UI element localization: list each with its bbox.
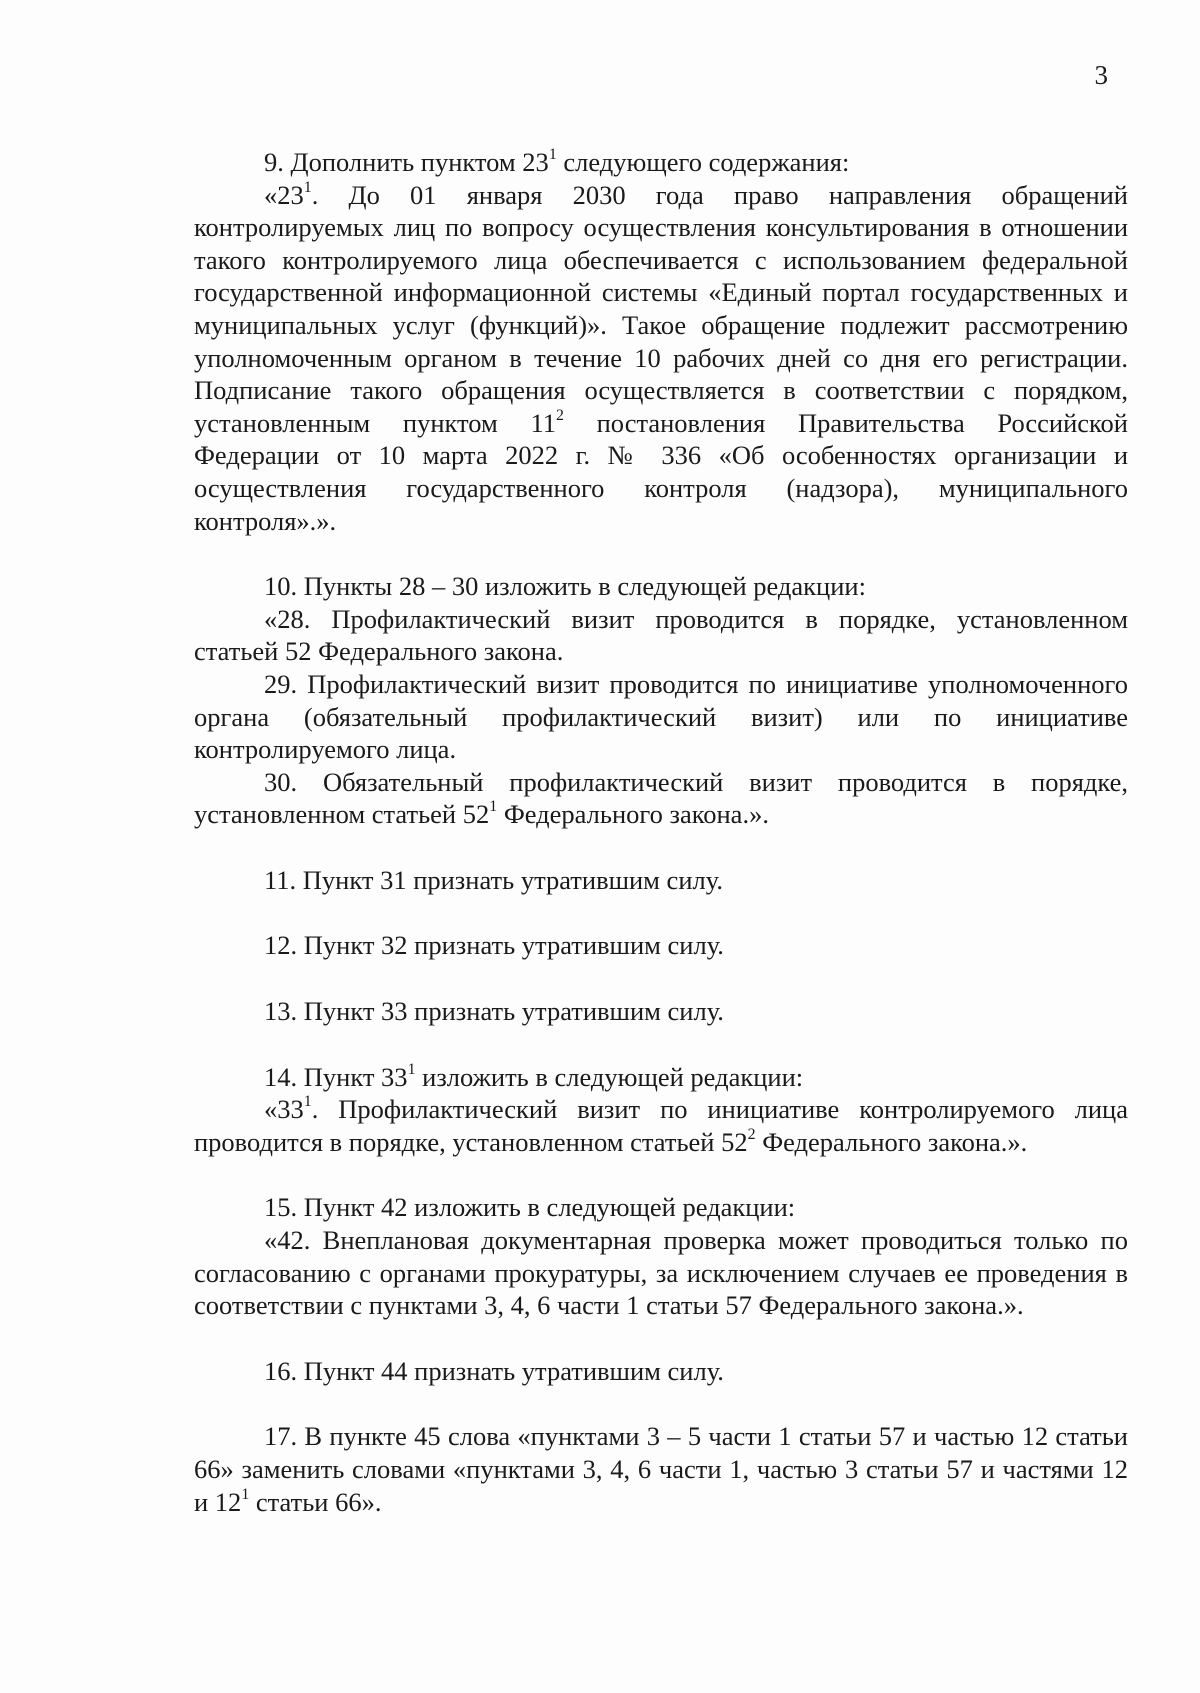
paragraph (194, 1093, 1128, 1158)
text-run: «33 (264, 1094, 304, 1125)
superscript: 2 (747, 1125, 756, 1143)
paragraph-gap (194, 537, 1128, 570)
text-run: 11. Пункт 31 признать утратившим силу. (264, 864, 723, 895)
paragraph-gap (194, 896, 1128, 929)
text-run: 14. Пункт 33 (264, 1061, 408, 1092)
paragraph (194, 179, 1128, 538)
text-run: постановления Правительства Российской Федерации от 10 марта 2022 г. № 336 «Об особенностях организации и осуществления государственного контроля (надзора), муниципального контроля».». (194, 407, 1128, 536)
text-run: 10. Пункты 28 – 30 изложить в следующей редакции: (264, 571, 866, 602)
paragraph (194, 1355, 1128, 1388)
paragraph (194, 864, 1128, 897)
superscript: 1 (303, 1093, 312, 1111)
text-run: Федерального закона.». (497, 799, 769, 830)
text-run: 13. Пункт 33 признать утратившим силу. (264, 996, 724, 1027)
superscript: 2 (555, 406, 564, 424)
paragraph (194, 603, 1128, 668)
paragraph-gap (194, 1028, 1128, 1061)
paragraph (194, 1191, 1128, 1224)
paragraph (194, 570, 1128, 603)
paragraph (194, 995, 1128, 1028)
text-run: 30. Обязательный профилактический визит проводится в порядке, установленном статьей 52 (194, 766, 1128, 830)
paragraph (194, 929, 1128, 962)
superscript: 1 (241, 1485, 250, 1503)
text-run: статьи 66». (249, 1486, 382, 1517)
paragraph-gap (194, 962, 1128, 995)
paragraph (194, 766, 1128, 831)
text-run: «28. Профилактический визит проводится в порядке, установленном статьей 52 Федерального закона. (194, 603, 1128, 667)
superscript: 1 (548, 146, 557, 164)
paragraph (194, 1224, 1128, 1322)
page-number: 3 (1094, 60, 1108, 90)
text-run: 12. Пункт 32 признать утратившим силу. (264, 930, 724, 961)
text-run: 17. В пункте 45 слова «пунктами 3 – 5 части 1 статьи 57 и частью 12 статьи 66» заменить словами «пунктами 3, 4, 6 части 1, частью 3 статьи 57 и частями 12 и 12 (194, 1421, 1128, 1517)
paragraph-gap (194, 1322, 1128, 1355)
superscript: 1 (303, 178, 312, 196)
paragraph-gap (194, 1387, 1128, 1420)
text-run: . До 01 января 2030 года право направления обращений контролируемых лиц по вопросу осуществления консультирования в отношении такого контролируемого лица обеспечивается с использованием федеральной государственной информационной системы «Единый портал государственных и муниципальных услуг (функций)». Такое обращение подлежит рассмотрению уполномоченным органом в течение 10 рабочих дней со дня его регистрации. Подписание такого обращения осуществляется в соответствии с порядком, установленным пунктом 11 (194, 179, 1128, 438)
text-run: 9. Дополнить пунктом 23 (264, 147, 549, 177)
text-run: . Профилактический визит по инициативе контролируемого лица проводится в порядке, установленном статьей 52 (194, 1094, 1128, 1157)
paragraph-gap (194, 831, 1128, 864)
superscript: 1 (489, 798, 498, 816)
superscript: 1 (407, 1060, 416, 1078)
text-run: «23 (264, 179, 304, 210)
text-run: 29. Профилактический визит проводится по инициативе уполномоченного органа (обязательный профилактический визит) или по инициативе контролируемого лица. (194, 668, 1128, 765)
paragraph (194, 146, 1128, 179)
text-run: «42. Внеплановая документарная проверка может проводиться только по согласованию с органами прокуратуры, за исключением случаев ее проведения в соответствии с пунктами 3, 4, 6 части 1 статьи 57 Федерального закона.». (194, 1225, 1128, 1321)
paragraph-gap (194, 1158, 1128, 1191)
paragraph (194, 1420, 1128, 1518)
document-body (194, 146, 1128, 1518)
text-run: изложить в следующей редакции: (415, 1061, 804, 1092)
paragraph (194, 668, 1128, 766)
text-run: 16. Пункт 44 признать утратившим силу. (264, 1355, 724, 1386)
text-run: Федерального закона.». (755, 1126, 1028, 1157)
text-run: следующего содержания: (556, 147, 850, 177)
text-run: 15. Пункт 42 изложить в следующей редакции: (264, 1192, 796, 1223)
paragraph (194, 1061, 1128, 1094)
